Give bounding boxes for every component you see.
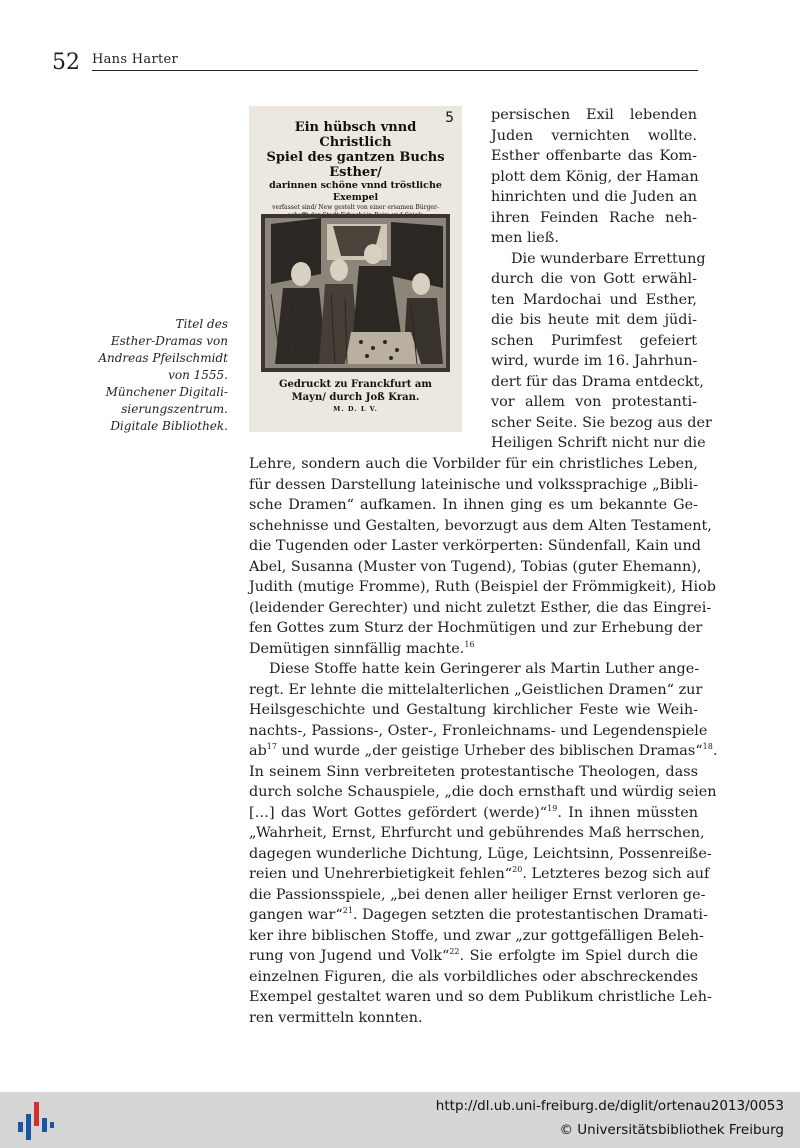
figure-title-line: verfasset sind/ New gestelt von einer ersamen Bürger- [272,204,439,211]
text-line: Abel, Susanna (Muster von Tugend), Tobias (guter Ehemann), [249,558,702,575]
caption-line: Andreas Pfeilschmidt [98,351,228,365]
figure-title-line: darinnen schöne vnnd tröstliche Exempel [269,180,442,203]
footnote-ref: 16 [464,639,475,649]
text-line: die bis heute mit dem jüdi- [491,312,697,328]
text-line: sche Dramen“ aufkamen. In ihnen ging es um bekannte Ge- [249,497,698,513]
text-fragment: reien und Unehrerbietigkeit fehlen“ [249,866,513,882]
footnote-ref: 22 [449,947,460,957]
footer-copyright: © Universitätsbibliothek Freiburg [559,1122,784,1138]
figure-number: 5 [445,110,454,126]
text-line: hinrichten und die Juden an [491,189,697,205]
figure-imprint-year: M. D. L V. [333,405,378,413]
footnote-ref: 20 [512,865,523,875]
text-line [249,905,708,926]
footnote-ref: 19 [547,803,558,813]
figure-caption [92,316,228,435]
text-line [249,803,698,824]
text-fragment: . [712,743,718,759]
text-fragment: Demütigen sinnfällig machte. [249,640,465,657]
text-line: „Wahrheit, Ernst, Ehrfurcht und gebührendes Maß herrschen, [249,825,705,841]
caption-line: sierungszentrum. [121,402,228,416]
text-line: vor allem von protestanti- [491,394,697,410]
text-line: Die wunderbare Errettung [511,250,706,267]
text-line [249,639,698,660]
text-fragment: rung von Jugend und Volk“ [249,948,450,964]
running-head: Hans Harter [92,52,178,67]
text-line: men ließ. [491,230,559,246]
figure-title-page [249,106,462,432]
footnote-ref: 17 [266,742,277,752]
text-fragment: . Letzteres bezog sich auf [522,866,710,882]
text-line: Heilsgeschichte und Gestaltung kirchlicher Feste wie Weih- [249,702,698,718]
text-fragment: . In ihnen müssten [557,804,698,821]
header-rule [92,70,698,71]
text-line: durch die von Gott erwähl- [491,271,697,287]
text-line: nachts-, Passions-, Oster-, Fronleichnams- und Legendenspiele [249,722,708,739]
text-line: für dessen Darstellung lateinische und volkssprachige „Bibli- [249,476,698,493]
caption-line: Digitale Bibliothek. [110,419,228,433]
text-line [249,946,698,967]
text-fragment: gangen war“ [249,907,343,923]
text-fragment: […] das Wort Gottes gefördert (werde)“ [249,804,548,821]
text-line: die Tugenden oder Laster verkörperten: Sündenfall, Kain und [249,538,702,554]
body-text-wide-column [249,454,718,1028]
footnote-ref: 21 [342,906,353,916]
text-line: scher Seite. Sie bezog aus der [491,414,712,431]
caption-line: Esther-Dramas von [110,334,228,348]
ub-freiburg-logo-icon [16,1100,56,1140]
caption-line: von 1555. [168,368,228,382]
text-line: ker ihre biblischen Stoffe, und zwar „zur gottgefälligen Beleh- [249,927,704,944]
text-line: dagegen wunderliche Dichtung, Lüge, Leichtsinn, Possenreiße- [249,845,712,862]
figure-imprint [257,378,454,414]
figure-title-line: Spiel des gantzen Buchs Esther/ [266,150,445,180]
footnote-ref: 18 [702,742,713,752]
text-line: plott dem König, der Haman [491,168,699,185]
text-line: fen Gottes zum Sturz der Hochmütigen und zur Erhebung der [249,620,703,636]
text-line: Lehre, sondern auch die Vorbilder für ein christliches Leben, [249,456,698,472]
text-line: die Passionsspiele, „bei denen aller heiliger Ernst verloren ge- [249,886,706,903]
text-line: Esther offenbarte das Kom- [491,148,697,164]
text-line [249,864,710,885]
text-line: In seinem Sinn verbreiteten protestantische Theologen, dass [249,763,698,780]
text-fragment: . Sie erfolgte im Spiel durch die [459,948,698,964]
caption-line: Münchener Digitali- [105,385,228,399]
text-line: Judith (mutige Fromme), Ruth (Beispiel der Frömmigkeit), Hiob [249,579,716,595]
footer-url[interactable]: http://dl.ub.uni-freiburg.de/diglit/ortenau2013/0053 [435,1098,784,1114]
text-line: schehnisse und Gestalten, bevorzugt aus dem Alten Testament, [249,517,712,534]
text-fragment: und wurde „der geistige Urheber des biblischen Dramas“ [276,743,703,759]
text-line: einzelnen Figuren, die als vorbildliches oder abschreckendes [249,968,698,985]
text-line [249,741,718,762]
figure-imprint-line: Gedruckt zu Franckfurt am [279,379,432,390]
text-line: regt. Er lehnte die mittelalterlichen „Geistlichen Dramen“ zur [249,681,703,698]
figure-imprint-line: Mayn/ durch Joß Kran. [291,392,420,403]
text-line: Juden vernichten wollte. [491,127,697,144]
text-line: (leidender Gerechter) und nicht zuletzt Esther, die das Eingrei- [249,599,712,616]
body-text-narrow-column [491,105,712,454]
text-fragment: ab [249,743,267,759]
text-line: schen Purimfest gefeiert [491,332,697,349]
text-line: Exempel gestaltet waren und so dem Publikum christliche Leh- [249,989,712,1005]
figure-title-line: Ein hübsch vnnd Christlich [294,120,417,150]
text-line: wird, wurde im 16. Jahrhun- [491,353,698,369]
text-line: ihren Feinden Rache neh- [491,209,697,226]
caption-line: Titel des [175,317,228,331]
text-line: dert für das Drama entdeckt, [491,373,704,390]
text-line: ten Mardochai und Esther, [491,291,697,308]
text-line: durch solche Schauspiele, „die doch ernsthaft und würdig seien [249,784,717,800]
woodcut-illustration [261,214,450,372]
text-line: Diese Stoffe hatte kein Geringerer als Martin Luther ange- [269,661,700,677]
page-number: 52 [52,50,80,75]
footer-bar [0,1092,800,1148]
text-line: ren vermitteln konnten. [249,1009,423,1026]
text-fragment: . Dagegen setzten die protestantischen Dramati- [352,907,708,923]
text-line: persischen Exil lebenden [491,107,697,123]
text-line: Heiligen Schrift nicht nur die [491,435,706,451]
